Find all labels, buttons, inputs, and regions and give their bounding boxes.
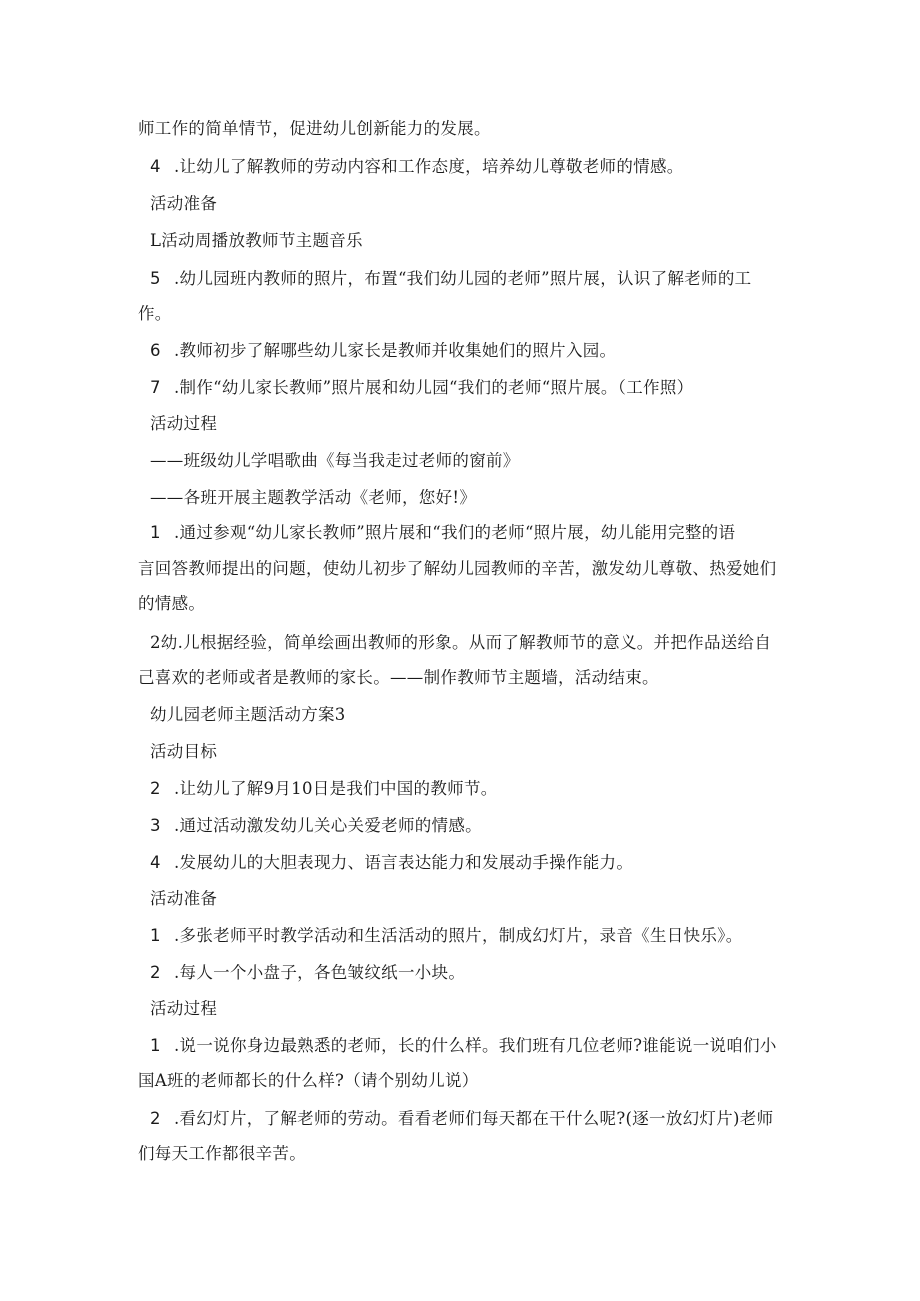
list-item — [150, 778, 800, 800]
list-item — [150, 815, 800, 837]
list-item — [150, 268, 800, 290]
paragraph-line: ——班级幼儿学唱歌曲《每当我走过老师的窗前》 — [150, 451, 520, 470]
section-heading: 活动目标 — [150, 742, 218, 761]
item-text: .每人一个小盘子，各色皱纹纸一小块。 — [174, 963, 466, 982]
item-number: 4 — [150, 853, 161, 872]
item-text: .多张老师平时教学活动和生活活动的照片，制成幻灯片，录音《生日快乐》。 — [174, 926, 743, 945]
item-text: .让幼儿了解9月10日是我们中国的教师节。 — [174, 779, 498, 798]
item-text: .让幼儿了解教师的劳动内容和工作态度，培养幼儿尊敬老师的情感。 — [174, 157, 684, 176]
list-item — [150, 852, 800, 874]
section-heading: 活动准备 — [150, 194, 218, 213]
item-number: 1 — [150, 926, 161, 945]
list-item — [150, 962, 800, 984]
section-heading: 活动准备 — [150, 889, 218, 908]
paragraph-line: 的情感。 — [138, 594, 206, 613]
section-title: 幼儿园老师主题活动方案3 — [150, 705, 346, 724]
list-item — [150, 522, 800, 544]
item-number: 2 — [150, 963, 161, 982]
item-text: .教师初步了解哪些幼儿家长是教师并收集她们的照片入园。 — [174, 341, 617, 360]
paragraph-line: 言回答教师提出的问题，使幼儿初步了解幼儿园教师的辛苦，激发幼儿尊敬、热爱她们 — [138, 559, 777, 578]
item-number: 7 — [150, 378, 161, 397]
item-text: .看幻灯片，了解老师的劳动。看看老师们每天都在干什么呢?(逐一放幻灯片)老师 — [174, 1109, 774, 1128]
paragraph-line: 2幼.儿根据经验，简单绘画出教师的形象。从而了解教师节的意义。并把作品送给自 — [150, 633, 772, 652]
paragraph-line: L活动周播放教师节主题音乐 — [150, 231, 363, 250]
item-number: 3 — [150, 816, 161, 835]
item-number: 1 — [150, 1036, 161, 1055]
item-text: .幼儿园班内教师的照片，布置“我们幼儿园的老师”照片展，认识了解老师的工 — [174, 269, 752, 288]
section-heading: 活动过程 — [150, 999, 218, 1018]
list-item — [150, 340, 800, 362]
list-item — [150, 925, 800, 947]
item-text: .发展幼儿的大胆表现力、语言表达能力和发展动手操作能力。 — [174, 853, 634, 872]
paragraph-line: 们每天工作都很辛苦。 — [138, 1144, 306, 1163]
item-text: .制作“幼儿家长教师”照片展和幼儿园“我们的老师“照片展。（工作照） — [174, 378, 694, 397]
item-number: 5 — [150, 269, 161, 288]
item-number: 1 — [150, 523, 161, 542]
item-text: .说一说你身边最熟悉的老师，长的什么样。我们班有几位老师?谁能说一说咱们小 — [174, 1036, 777, 1055]
item-number: 4 — [150, 157, 161, 176]
paragraph-line: 作。 — [138, 304, 172, 323]
list-item — [150, 156, 800, 178]
list-item — [150, 377, 800, 399]
paragraph-line: 己喜欢的老师或者是教师的家长。——制作教师节主题墙，活动结束。 — [138, 668, 659, 687]
section-heading: 活动过程 — [150, 414, 218, 433]
item-number: 6 — [150, 341, 161, 360]
list-item — [150, 1035, 800, 1057]
paragraph-line: ——各班开展主题教学活动《老师，您好!》 — [150, 488, 477, 507]
item-text: .通过活动激发幼儿关心关爱老师的情感。 — [174, 816, 482, 835]
list-item — [150, 1108, 800, 1130]
paragraph-line: 国A班的老师都长的什么样?（请个别幼儿说） — [138, 1071, 479, 1090]
paragraph-line: 师工作的简单情节，促进幼儿创新能力的发展。 — [138, 119, 491, 138]
item-number: 2 — [150, 779, 161, 798]
item-number: 2 — [150, 1109, 161, 1128]
item-text: .通过参观“幼儿家长教师”照片展和“我们的老师“照片展，幼儿能用完整的语 — [174, 523, 736, 542]
